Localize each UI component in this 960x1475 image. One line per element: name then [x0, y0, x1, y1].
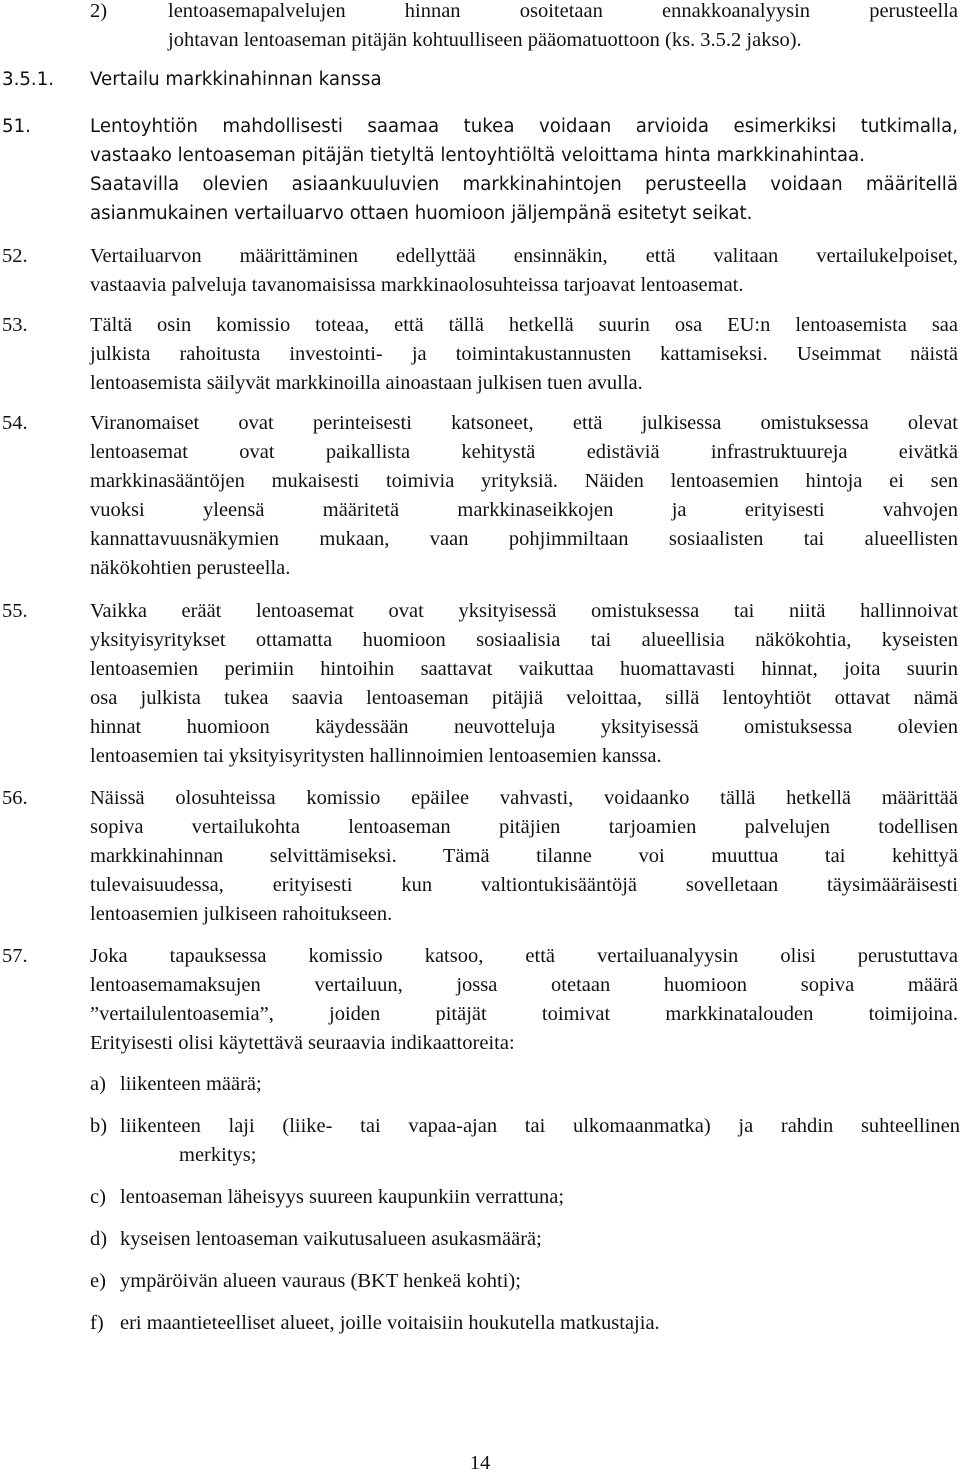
indicator-text: liikenteen määrä; [120, 1073, 262, 1095]
paragraph-body [90, 597, 958, 771]
text-line: merkitys; [179, 1144, 257, 1166]
indicator-letter: d) [90, 1228, 108, 1250]
text-line: Näissä olosuhteissa komissio epäilee vahvasti, voidaanko tällä hetkellä määrittää [90, 787, 958, 809]
text-line: lentoasemien tai yksityisyritysten hallinnoimien lentoasemien kanssa. [90, 745, 662, 767]
paragraph-number: 51. [2, 116, 31, 137]
indicator-text: kyseisen lentoaseman vaikutusalueen asukasmäärä; [120, 1228, 542, 1250]
section-number: 3.5.1. [2, 69, 55, 90]
indicator-letter: c) [90, 1186, 106, 1208]
text-line: Saatavilla olevien asiaankuuluvien markkinahintojen perusteella voidaan määritellä [90, 174, 958, 195]
text-line: Erityisesti olisi käytettävä seuraavia indikaattoreita: [90, 1032, 515, 1054]
text-line: lentoasemien julkiseen rahoitukseen. [90, 903, 393, 925]
text-line: hinnat huomioon käydessään neuvotteluja yksityisessä omistuksessa olevien [90, 716, 958, 738]
paragraph-number: 55. [2, 600, 28, 622]
text-line: vastaako lentoaseman pitäjän tietyltä lentoyhtiöltä veloittama hinta markkinahintaa. [90, 145, 865, 166]
intro-text [168, 0, 958, 55]
indicator-letter: b) [90, 1115, 108, 1137]
paragraph-body [90, 311, 958, 398]
section-title: Vertailu markkinahinnan kanssa [90, 69, 382, 90]
indicator-letter: a) [90, 1073, 106, 1095]
paragraph-body [90, 242, 958, 300]
text-line: osa julkista tukea saavia lentoaseman pitäjiä veloittaa, sillä lentoyhtiöt ottavat nämä [90, 687, 958, 709]
text-line: ”vertailulentoasemia”, joiden pitäjät toimivat markkinatalouden toimijoina. [90, 1003, 958, 1025]
indicator-text: ympäröivän alueen vauraus (BKT henkeä kohti); [120, 1270, 521, 1292]
text-line: vastaavia palveluja tavanomaisissa markkinaolosuhteissa tarjoavat lentoasemat. [90, 274, 744, 296]
text-line: Tältä osin komissio toteaa, että tällä hetkellä suurin osa EU:n lentoasemista saa [90, 314, 958, 336]
paragraph-number: 54. [2, 412, 28, 434]
text-line: tulevaisuudessa, erityisesti kun valtiontukisääntöjä sovelletaan täysimääräisesti [90, 874, 958, 896]
indicator-text: eri maantieteelliset alueet, joille voitaisiin houkutella matkustajia. [120, 1312, 660, 1334]
text-line: yksityisyritykset ottamatta huomioon sosiaalisia tai alueellisia näkökohtia, kyseisten [90, 629, 958, 651]
text-line: markkinasääntöjen mukaisesti toimivia yrityksiä. Näiden lentoasemien hintoja ei sen [90, 470, 958, 492]
text-line: kannattavuusnäkymien mukaan, vaan pohjimmiltaan sosiaalisten tai alueellisten [90, 528, 958, 550]
paragraph-number: 53. [2, 314, 28, 336]
text-line: Vaikka eräät lentoasemat ovat yksityisessä omistuksessa tai niitä hallinnoivat [90, 600, 958, 622]
indicator-text [120, 1112, 960, 1170]
text-line: Vertailuarvon määrittäminen edellyttää ensinnäkin, että valitaan vertailukelpoiset, [90, 245, 958, 267]
indicator-letter: f) [90, 1312, 104, 1334]
text-line: lentoasemamaksujen vertailuun, jossa otetaan huomioon sopiva määrä [90, 974, 958, 996]
text-line: lentoasemista säilyvät markkinoilla ainoastaan julkisen tuen avulla. [90, 372, 643, 394]
text-line: liikenteen laji (liike- tai vapaa-ajan tai ulkomaanmatka) ja rahdin suhteellinen [120, 1115, 960, 1137]
text-line: lentoasemat ovat paikallista kehitystä edistäviä infrastruktuureja eivätkä [90, 441, 958, 463]
text-line: sopiva vertailukohta lentoaseman pitäjien tarjoamien palvelujen todellisen [90, 816, 958, 838]
text-line: julkista rahoitusta investointi- ja toimintakustannusten kattamiseksi. Useimmat näistä [90, 343, 958, 365]
text-line: vuoksi yleensä määritetä markkinaseikkojen ja erityisesti vahvojen [90, 499, 958, 521]
text-line: Viranomaiset ovat perinteisesti katsoneet, että julkisessa omistuksessa olevat [90, 412, 958, 434]
text-line: Joka tapauksessa komissio katsoo, että vertailuanalyysin olisi perustuttava [90, 945, 958, 967]
paragraph-number: 57. [2, 945, 28, 967]
paragraph-number: 52. [2, 245, 28, 267]
text-line: markkinahinnan selvittämiseksi. Tämä tilanne voi muuttua tai kehittyä [90, 845, 958, 867]
paragraph-number: 56. [2, 787, 28, 809]
text-line: lentoasemien perimiin hintoihin saattavat vaikuttaa huomattavasti hinnat, joita suurin [90, 658, 958, 680]
indicator-letter: e) [90, 1270, 106, 1292]
page-number: 14 [469, 1452, 491, 1474]
text-line: johtavan lentoaseman pitäjän kohtuulliseen pääomatuottoon (ks. 3.5.2 jakso). [168, 29, 802, 51]
paragraph-body [90, 112, 958, 228]
text-line: lentoasemapalvelujen hinnan osoitetaan ennakkoanalyysin perusteella [168, 0, 958, 22]
text-line: näkökohtien perusteella. [90, 557, 291, 579]
indicator-text: lentoaseman läheisyys suureen kaupunkiin verrattuna; [120, 1186, 565, 1208]
text-line: Lentoyhtiön mahdollisesti saamaa tukea voidaan arvioida esimerkiksi tutkimalla, [90, 116, 958, 137]
paragraph-body [90, 409, 958, 583]
intro-number: 2) [90, 0, 108, 22]
paragraph-body [90, 784, 958, 929]
paragraph-body [90, 942, 958, 1058]
text-line: asianmukainen vertailuarvo ottaen huomioon jäljempänä esitetyt seikat. [90, 203, 753, 224]
